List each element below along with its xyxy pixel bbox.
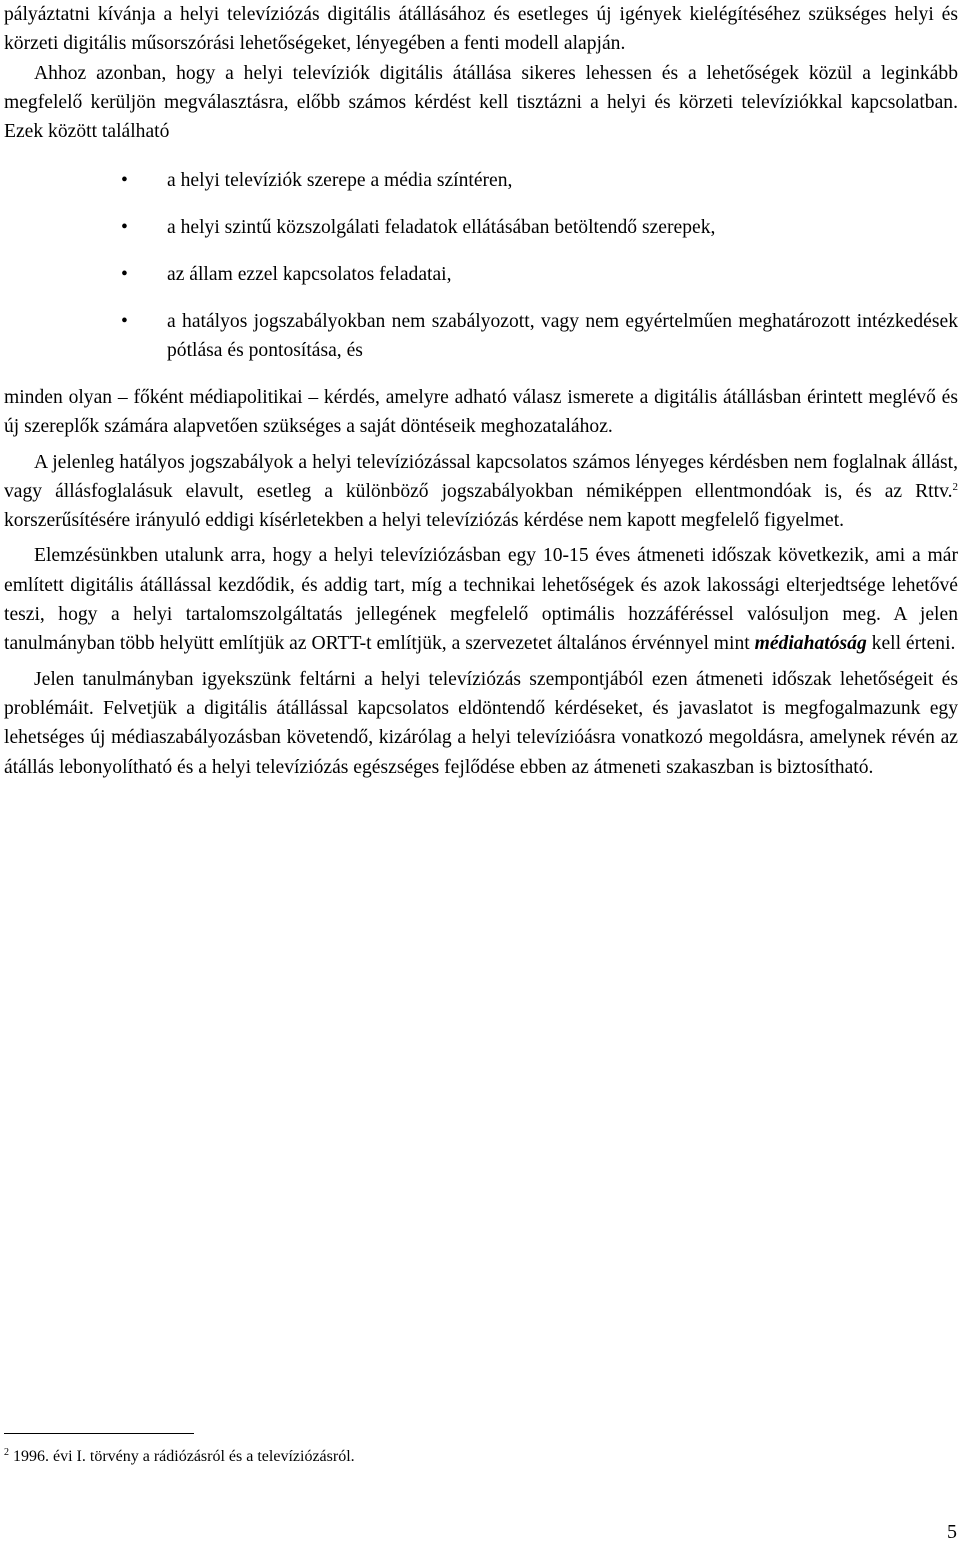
paragraph-study-goals: Jelen tanulmányban igyekszünk feltárni a helyi televíziózás szempontjából ezen átmeneti időszak lehetőségeit és problémáit. Felvetjük a digitális átállással kapcsolatos eldöntendő kérdéseket, és javaslatot is megfogalmazunk egy lehetséges új médiaszabályozásban követendő, kizárólag a helyi televízióásra vonatkozó megoldásra, amelynek révén az átállás lebonyolítható és a helyi televíziózás egészséges fejlődése ebben az átmeneti szakaszban is biztosítható. (4, 668, 958, 778)
paragraph-intro-questions: Ahhoz azonban, hogy a helyi televíziók digitális átállása sikeres lehessen és a lehetőségek közül a leginkább megfelelő kerüljön megválasztásra, előbb számos kérdést kell tisztázni a helyi és körzeti televíziókkal kapcsolatban. Ezek között található (4, 62, 958, 143)
paragraph-text: A jelenleg hatályos jogszabályok a helyi televíziózással kapcsolatos számos lényeges kérdésben nem foglalnak állást, vagy állásfoglalásuk elavult, esetleg a különböző jogszabályokban némiképpen ellentmondóak is, és az Rttv. (4, 451, 958, 502)
paragraph-text: kell érteni. (866, 633, 956, 655)
bullet-marker: • (121, 217, 128, 239)
footnote-reference[interactable]: 2 (952, 480, 958, 493)
paragraph-text: Elemzésünkben utalunk arra, hogy a helyi televíziózásban egy 10-15 éves átmeneti időszak következik, ami a már említett digitális átállással kezdődik, és addig tart, míg a technikai lehetőségek és azok lakossági elterjedtsége lehetővé teszi, hogy a helyi tartalomszolgáltatás jellegének megfelelő optimális hozzáféréssel valósuljon meg. A jelen tanulmányban több helyütt említjük az ORTT-t említjük, a szervezetet általános érvénnyel mint (4, 545, 958, 655)
page-number: 5 (947, 1521, 957, 1543)
document-body (4, 0, 958, 782)
paragraph-legislation (4, 448, 958, 536)
list-item-text: az állam ezzel kapcsolatos feladatai, (167, 264, 452, 286)
paragraph-text: korszerűsítésére irányuló eddigi kísérletekben a helyi televíziózás kérdése nem kapott megfelelő figyelmet. (4, 510, 845, 532)
bullet-marker: • (121, 170, 128, 192)
footnote-separator (4, 1433, 194, 1434)
list-item-text: a helyi szintű közszolgálati feladatok ellátásában betöltendő szerepek, (167, 217, 716, 239)
paragraph-media-policy: minden olyan – főként médiapolitikai – kérdés, amelyre adható válasz ismerete a digitális átállásban érintett meglévő és új szereplők számára alapvetően szükséges a saját döntéseik meghozatalához. (4, 386, 958, 438)
list-item (4, 260, 958, 289)
list-item-text: a helyi televíziók szerepe a média színtéren, (167, 170, 513, 192)
paragraph-transition-period (4, 541, 958, 658)
paragraph-continuation: pályáztatni kívánja a helyi televíziózás digitális átállásához és esetleges új igények kielégítéséhez szükséges helyi és körzeti digitális műsorszórási lehetőségeket, lényegében a fenti modell alapján. (4, 4, 958, 55)
list-item-text: a hatályos jogszabályokban nem szabályozott, vagy nem egyértelműen meghatározott intézkedések pótlása és pontosítása, és (167, 310, 958, 362)
emphasized-term: médiahatóság (754, 633, 867, 655)
list-item (4, 166, 958, 195)
footnote (4, 1446, 355, 1468)
bullet-marker: • (121, 310, 128, 332)
list-item (4, 307, 958, 366)
footnote-text: 1996. évi I. törvény a rádiózásról és a televíziózásról. (9, 1448, 355, 1465)
list-item (4, 213, 958, 242)
bullet-list (4, 166, 958, 365)
bullet-marker: • (121, 264, 128, 286)
footnote-number: 2 (4, 1447, 9, 1458)
